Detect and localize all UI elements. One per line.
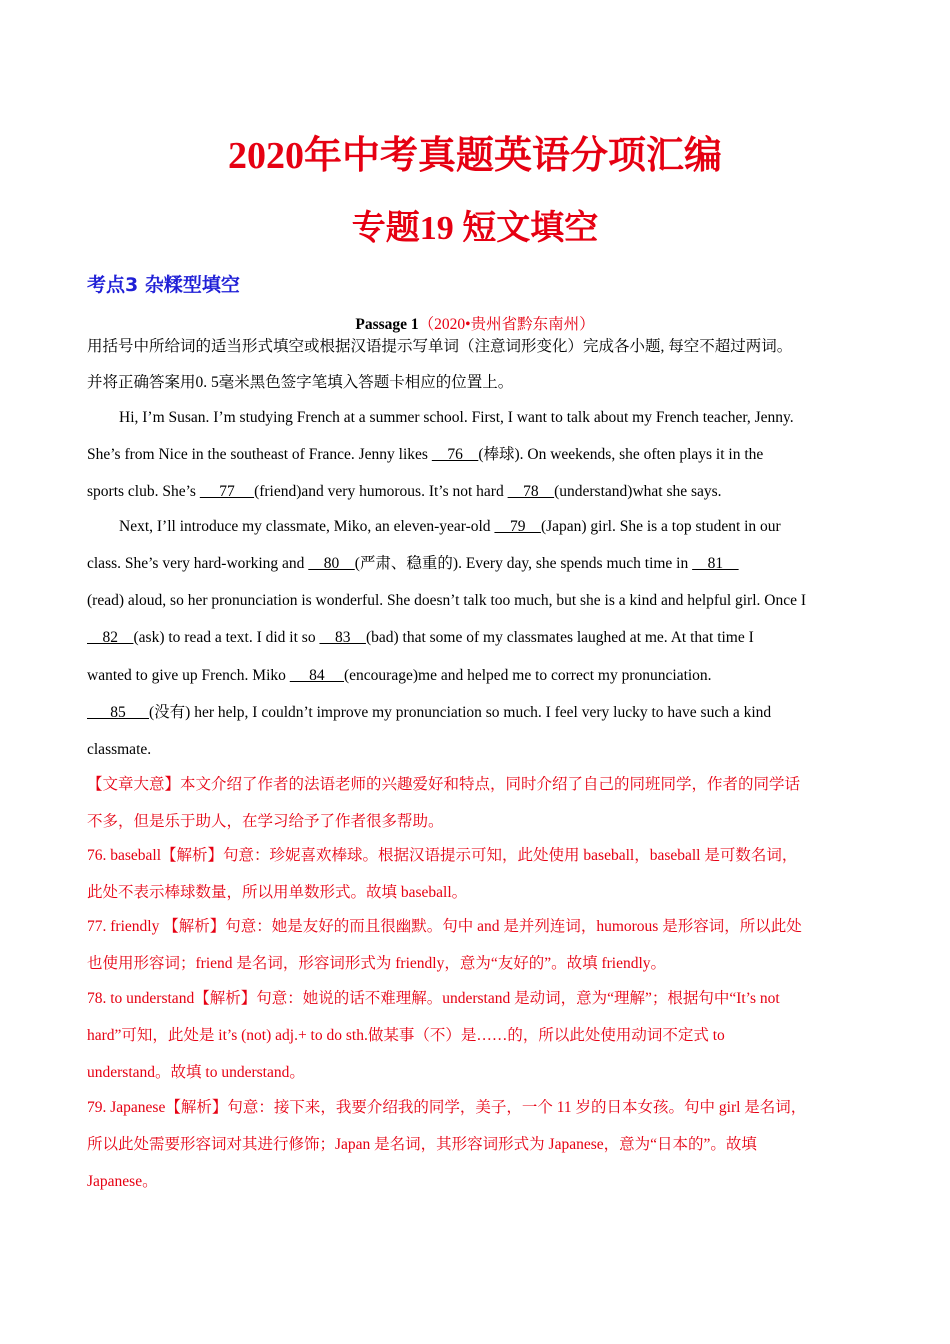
passage-line <box>87 445 763 465</box>
passage-line <box>87 554 739 574</box>
passage-text: wanted to give up French. Miko <box>87 667 290 684</box>
passage-text: (ask) to read a text. I did it so <box>133 629 320 646</box>
answer-77-line: 也使用形容词；friend 是名词，形容词形式为 friendly，意为“友好的”。故填 friendly。 <box>87 955 667 972</box>
passage-line: (read) aloud, so her pronunciation is wonderful. She doesn’t talk too much, but she is a kind and helpful girl. Once I <box>87 592 807 609</box>
answer-78-line: understand。故填 to understand。 <box>87 1064 305 1081</box>
blank-78: 78 <box>507 483 555 500</box>
blank-77: 77 <box>199 483 255 500</box>
passage-line: classmate. <box>87 741 152 758</box>
answer-76-line: 76. baseball【解析】句意：珍妮喜欢棒球。根据汉语提示可知，此处使用 baseball，baseball 是可数名词， <box>87 847 798 864</box>
passage-text: (棒球). On weekends, she often plays it in the <box>478 446 764 463</box>
summary-line: 【文章大意】本文介绍了作者的法语老师的兴趣爱好和特点，同时介绍了自己的同班同学，作者的同学话 <box>87 776 801 793</box>
passage-line <box>119 517 781 537</box>
answer-76-line: 此处不表示棒球数量，所以用单数形式。故填 baseball。 <box>87 884 468 901</box>
answer-79-line: 所以此处需要形容词对其进行修饰；Japan 是名词，其形容词形式为 Japanese，意为“日本的”。故填 <box>87 1136 757 1153</box>
blank-79: 79 <box>494 518 541 535</box>
passage-text: Next, I’ll introduce my classmate, Miko, an eleven-year-old <box>119 518 495 535</box>
passage-line <box>87 482 722 502</box>
passage-text: (bad) that some of my classmates laughed at me. At that time I <box>365 629 754 646</box>
passage-name: Passage 1 <box>355 316 419 333</box>
passage-heading <box>0 312 950 334</box>
answer-79-line: 79. Japanese【解析】句意：接下来，我要介绍我的同学，美子，一个 11 岁的日本女孩。句中 girl 是名词， <box>87 1099 807 1116</box>
page-subtitle: 专题19 短文填空 <box>351 210 599 247</box>
passage-text: sports club. She’s <box>87 483 200 500</box>
passage-text: (friend)and very humorous. It’s not hard <box>254 483 508 500</box>
passage-line <box>87 628 754 648</box>
passage-text: (严肃、稳重的). Every day, she spends much time in <box>354 555 693 572</box>
answer-79-line: Japanese。 <box>87 1173 158 1190</box>
passage-line <box>87 666 712 686</box>
blank-82: 82 <box>87 629 134 646</box>
answer-78-line: 78. to understand【解析】句意：她说的话不难理解。understand 是动词，意为“理解”；根据句中“It’s not <box>87 990 780 1007</box>
passage-text: (encourage)me and helped me to correct my pronunciation. <box>344 667 712 684</box>
passage-text: She’s from Nice in the southeast of France. Jenny likes <box>87 446 432 463</box>
blank-83: 83 <box>319 629 366 646</box>
passage-text: (understand)what she says. <box>554 483 722 500</box>
passage-line: Hi, I’m Susan. I’m studying French at a summer school. First, I want to talk about my French teacher, Jenny. <box>119 409 794 426</box>
blank-84: 84 <box>289 667 345 684</box>
blank-81: 81 <box>692 555 739 572</box>
section-heading: 考点3 杂糅型填空 <box>87 274 240 296</box>
blank-85: 85 <box>87 704 149 721</box>
instruction-line: 并将正确答案用0. 5毫米黑色签字笔填入答题卡相应的位置上。 <box>87 374 514 391</box>
page-title: 2020年中考真题英语分项汇编 <box>227 135 722 177</box>
instruction-line: 用括号中所给词的适当形式填空或根据汉语提示写单词（注意词形变化）完成各小题, 每空不超过两词。 <box>87 338 793 355</box>
blank-76: 76 <box>431 446 479 463</box>
answer-77-line: 77. friendly 【解析】句意：她是友好的而且很幽默。句中 and 是并列连词，humorous 是形容词，所以此处 <box>87 918 802 935</box>
passage-text: (Japan) girl. She is a top student in our <box>540 518 781 535</box>
passage-line <box>87 703 771 723</box>
answer-78-line: hard”可知，此处是 it’s (not) adj.+ to do sth.做某事（不）是……的，所以此处使用动词不定式 to <box>87 1027 725 1044</box>
passage-text: class. She’s very hard-working and <box>87 555 309 572</box>
passage-text: (没有) her help, I couldn’t improve my pronunciation so much. I feel very lucky to have such a kind <box>149 704 772 721</box>
passage-source: （2020•贵州省黔东南州） <box>418 316 595 333</box>
summary-line: 不多，但是乐于助人，在学习给予了作者很多帮助。 <box>87 813 444 830</box>
blank-80: 80 <box>308 555 355 572</box>
